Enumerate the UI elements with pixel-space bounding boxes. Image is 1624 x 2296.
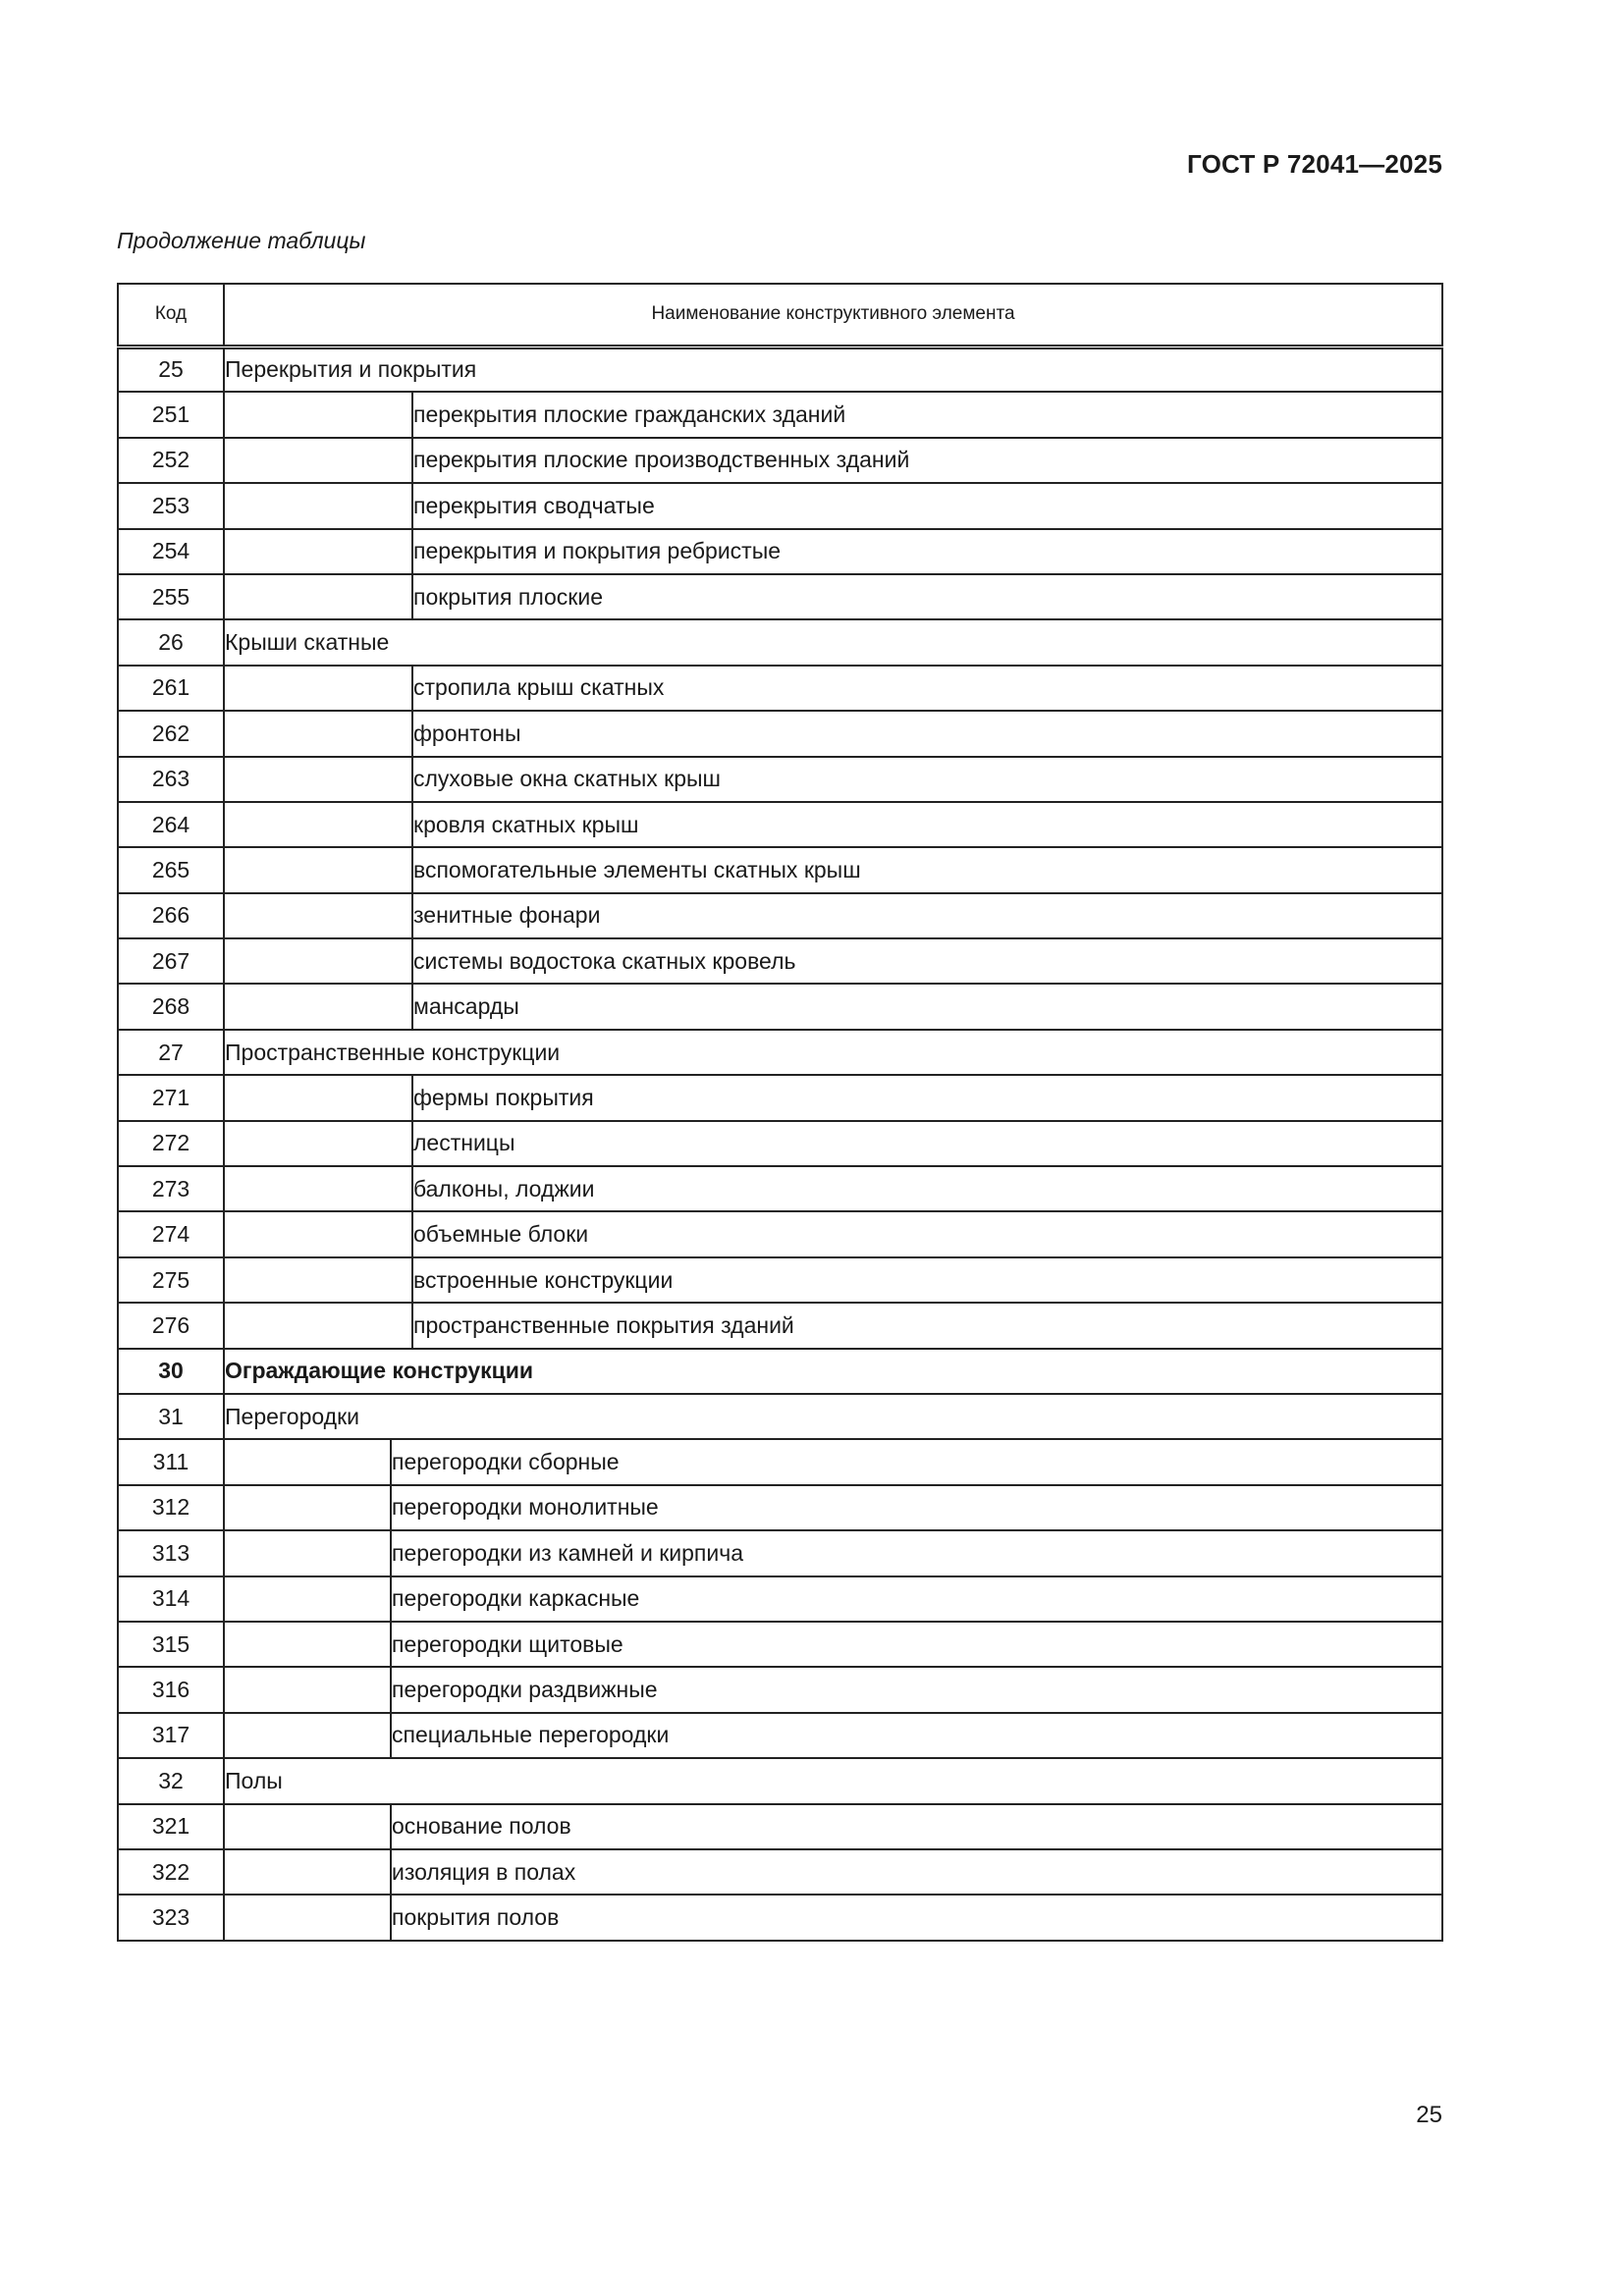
- row-code: 266: [118, 893, 224, 938]
- table-continuation-label: Продолжение таблицы: [117, 228, 366, 253]
- row-code: 261: [118, 666, 224, 711]
- row-group-name: Перегородки: [224, 1394, 1442, 1439]
- row-indent-cell: [224, 893, 412, 938]
- row-indent-cell: [224, 1667, 391, 1712]
- table-row: [118, 529, 1442, 574]
- table-row: [118, 802, 1442, 847]
- table-row: [118, 1849, 1442, 1895]
- row-code: 254: [118, 529, 224, 574]
- row-code: 317: [118, 1713, 224, 1758]
- row-item-name: перегородки сборные: [391, 1439, 1442, 1484]
- table-row: [118, 757, 1442, 802]
- row-indent-cell: [224, 1576, 391, 1622]
- row-indent-cell: [224, 392, 412, 437]
- table-row: [118, 1394, 1442, 1439]
- row-code: 30: [118, 1349, 224, 1394]
- row-code: 265: [118, 847, 224, 892]
- table-row: [118, 1713, 1442, 1758]
- row-code: 264: [118, 802, 224, 847]
- table-row: [118, 1667, 1442, 1712]
- row-code: 322: [118, 1849, 224, 1895]
- row-indent-cell: [224, 1530, 391, 1575]
- row-code: 275: [118, 1257, 224, 1303]
- row-item-name: перекрытия плоские гражданских зданий: [412, 392, 1442, 437]
- table-row: [118, 347, 1442, 392]
- column-header-name: Наименование конструктивного элемента: [224, 284, 1442, 347]
- row-code: 27: [118, 1030, 224, 1075]
- row-indent-cell: [224, 1121, 412, 1166]
- table-row: [118, 1075, 1442, 1120]
- row-item-name: лестницы: [412, 1121, 1442, 1166]
- table-row: [118, 619, 1442, 665]
- table-row: [118, 1758, 1442, 1803]
- row-item-name: изоляция в полах: [391, 1849, 1442, 1895]
- row-indent-cell: [224, 1257, 412, 1303]
- row-code: 252: [118, 438, 224, 483]
- table-row: [118, 1804, 1442, 1849]
- row-indent-cell: [224, 666, 412, 711]
- row-group-name: Ограждающие конструкции: [224, 1349, 1442, 1394]
- row-code: 274: [118, 1211, 224, 1256]
- row-code: 321: [118, 1804, 224, 1849]
- table-body: [118, 347, 1442, 1941]
- row-item-name: основание полов: [391, 1804, 1442, 1849]
- table-header-row: [118, 284, 1442, 347]
- row-code: 315: [118, 1622, 224, 1667]
- table-row: [118, 666, 1442, 711]
- row-indent-cell: [224, 938, 412, 984]
- row-item-name: кровля скатных крыш: [412, 802, 1442, 847]
- row-code: 255: [118, 574, 224, 619]
- row-group-name: Пространственные конструкции: [224, 1030, 1442, 1075]
- row-item-name: перекрытия сводчатые: [412, 483, 1442, 528]
- row-item-name: мансарды: [412, 984, 1442, 1029]
- table-row: [118, 483, 1442, 528]
- row-item-name: перегородки раздвижные: [391, 1667, 1442, 1712]
- row-indent-cell: [224, 1849, 391, 1895]
- row-code: 276: [118, 1303, 224, 1348]
- row-item-name: фермы покрытия: [412, 1075, 1442, 1120]
- row-item-name: вспомогательные элементы скатных крыш: [412, 847, 1442, 892]
- row-indent-cell: [224, 802, 412, 847]
- row-item-name: перегородки щитовые: [391, 1622, 1442, 1667]
- row-code: 267: [118, 938, 224, 984]
- row-group-name: Полы: [224, 1758, 1442, 1803]
- row-indent-cell: [224, 574, 412, 619]
- table-row: [118, 1030, 1442, 1075]
- row-code: 32: [118, 1758, 224, 1803]
- column-header-code: Код: [118, 284, 224, 347]
- row-item-name: покрытия полов: [391, 1895, 1442, 1940]
- row-code: 26: [118, 619, 224, 665]
- page-number: 25: [1416, 2102, 1442, 2128]
- table-row: [118, 1485, 1442, 1530]
- row-indent-cell: [224, 984, 412, 1029]
- table-row: [118, 938, 1442, 984]
- table-row: [118, 893, 1442, 938]
- row-code: 262: [118, 711, 224, 756]
- row-item-name: фронтоны: [412, 711, 1442, 756]
- row-item-name: балконы, лоджии: [412, 1166, 1442, 1211]
- row-item-name: зенитные фонари: [412, 893, 1442, 938]
- table-row: [118, 1121, 1442, 1166]
- table-row: [118, 984, 1442, 1029]
- row-code: 273: [118, 1166, 224, 1211]
- row-code: 268: [118, 984, 224, 1029]
- row-code: 323: [118, 1895, 224, 1940]
- row-code: 251: [118, 392, 224, 437]
- row-indent-cell: [224, 1211, 412, 1256]
- row-code: 312: [118, 1485, 224, 1530]
- table-row: [118, 1439, 1442, 1484]
- row-item-name: встроенные конструкции: [412, 1257, 1442, 1303]
- row-code: 31: [118, 1394, 224, 1439]
- row-code: 25: [118, 347, 224, 392]
- table-row: [118, 711, 1442, 756]
- row-item-name: перегородки каркасные: [391, 1576, 1442, 1622]
- table-row: [118, 847, 1442, 892]
- table-row: [118, 392, 1442, 437]
- row-item-name: слуховые окна скатных крыш: [412, 757, 1442, 802]
- row-item-name: перегородки монолитные: [391, 1485, 1442, 1530]
- row-indent-cell: [224, 483, 412, 528]
- table-row: [118, 1576, 1442, 1622]
- row-code: 263: [118, 757, 224, 802]
- row-group-name: Крыши скатные: [224, 619, 1442, 665]
- table-row: [118, 438, 1442, 483]
- row-code: 271: [118, 1075, 224, 1120]
- row-indent-cell: [224, 1303, 412, 1348]
- table-row: [118, 574, 1442, 619]
- row-indent-cell: [224, 1166, 412, 1211]
- row-code: 313: [118, 1530, 224, 1575]
- table-row: [118, 1257, 1442, 1303]
- row-code: 314: [118, 1576, 224, 1622]
- row-code: 272: [118, 1121, 224, 1166]
- row-code: 316: [118, 1667, 224, 1712]
- row-indent-cell: [224, 1713, 391, 1758]
- row-item-name: перегородки из камней и кирпича: [391, 1530, 1442, 1575]
- row-item-name: системы водостока скатных кровель: [412, 938, 1442, 984]
- row-indent-cell: [224, 711, 412, 756]
- row-indent-cell: [224, 1622, 391, 1667]
- row-code: 311: [118, 1439, 224, 1484]
- row-indent-cell: [224, 1895, 391, 1940]
- document-code: ГОСТ Р 72041—2025: [1187, 149, 1442, 179]
- table-row: [118, 1211, 1442, 1256]
- row-item-name: перекрытия и покрытия ребристые: [412, 529, 1442, 574]
- elements-table: [117, 283, 1443, 1942]
- row-item-name: пространственные покрытия зданий: [412, 1303, 1442, 1348]
- row-indent-cell: [224, 1439, 391, 1484]
- row-item-name: объемные блоки: [412, 1211, 1442, 1256]
- row-indent-cell: [224, 1804, 391, 1849]
- row-code: 253: [118, 483, 224, 528]
- row-indent-cell: [224, 438, 412, 483]
- row-indent-cell: [224, 1075, 412, 1120]
- row-group-name: Перекрытия и покрытия: [224, 347, 1442, 392]
- row-item-name: перекрытия плоские производственных зданий: [412, 438, 1442, 483]
- table-row: [118, 1895, 1442, 1940]
- row-indent-cell: [224, 529, 412, 574]
- row-indent-cell: [224, 847, 412, 892]
- table-row: [118, 1530, 1442, 1575]
- table-row: [118, 1349, 1442, 1394]
- table-row: [118, 1622, 1442, 1667]
- row-item-name: стропила крыш скатных: [412, 666, 1442, 711]
- elements-table-container: [117, 283, 1443, 1942]
- row-indent-cell: [224, 757, 412, 802]
- row-item-name: покрытия плоские: [412, 574, 1442, 619]
- row-item-name: специальные перегородки: [391, 1713, 1442, 1758]
- table-row: [118, 1166, 1442, 1211]
- row-indent-cell: [224, 1485, 391, 1530]
- table-row: [118, 1303, 1442, 1348]
